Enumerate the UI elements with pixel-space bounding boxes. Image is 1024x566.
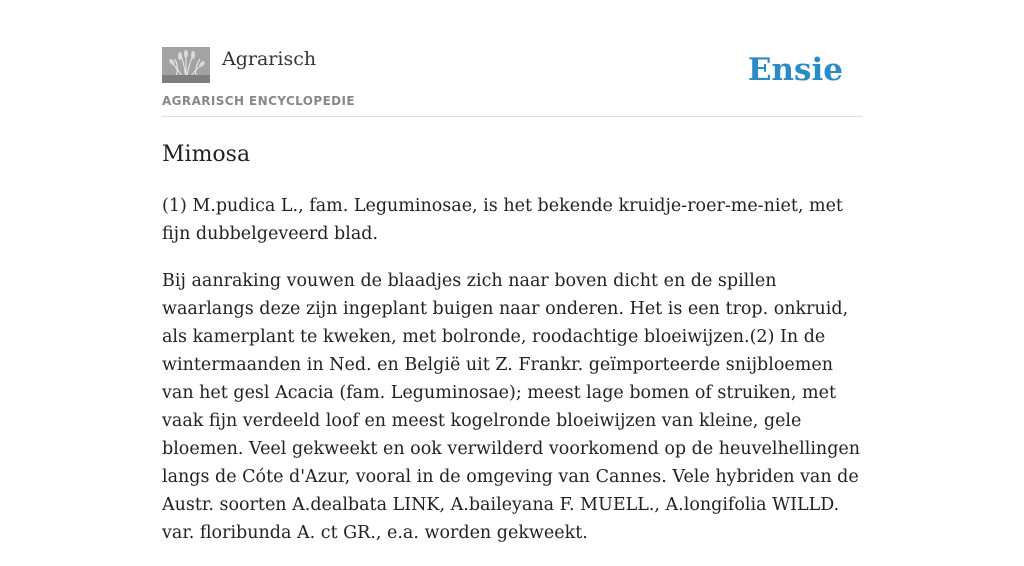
article-body [162,192,867,566]
brand-subtitle: AGRARISCH ENCYCLOPEDIE [162,94,355,108]
brand-name[interactable]: Agrarisch [222,48,317,70]
wheat-icon[interactable] [162,47,210,83]
article-paragraph: Bij aanraking vouwen de blaadjes zich naar boven dicht en de spillen waarlangs deze zijn ingeplant buigen naar onderen. Het is een trop. onkruid, als kamerplant te kweken, met bolronde, roodachtige bloeiwijzen.(2) In de wintermaanden in Ned. en België uit Z. Frankr. geïmporteerde snijbloemen van het gesl Acacia (fam. Leguminosae); meest lage bomen of struiken, met vaak fijn verdeeld loof en meest kogelronde bloeiwijzen van kleine, gele bloemen. Veel gekweekt en ook verwilderd voorkomend op de heuvelhellingen langs de Cóte d'Azur, vooral in de omgeving van Cannes. Vele hybriden van de Austr. soorten A.dealbata LINK, A.baileyana F. MUELL., A.longifolia WILLD. var. floribunda A. ct GR., e.a. worden gekweekt. [162,271,861,543]
article-paragraph: (1) M.pudica L., fam. Leguminosae, is het bekende kruidje-roer-me-niet, met fijn dubbelgeveerd blad. [162,196,843,244]
header [162,46,862,117]
page-title: Mimosa [162,142,251,167]
site-logo-link[interactable]: Ensie [747,52,843,88]
